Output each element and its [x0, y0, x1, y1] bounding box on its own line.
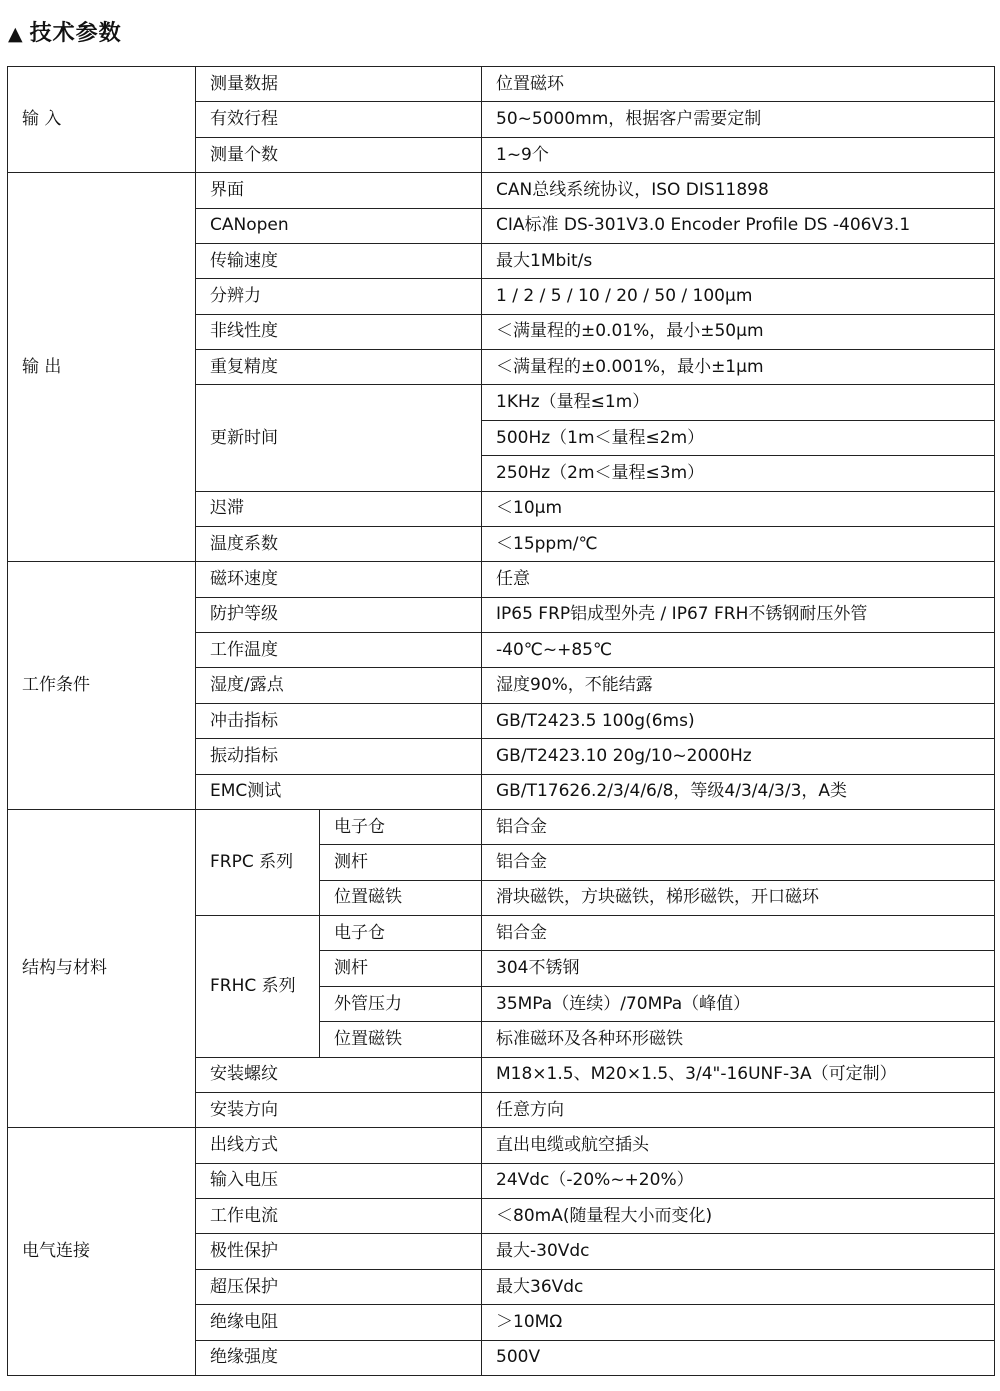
- category-cell: 结构与材料: [8, 809, 196, 1127]
- value-cell: CAN总线系统协议，ISO DIS11898: [482, 173, 995, 208]
- part-cell: 位置磁铁: [320, 1022, 482, 1057]
- value-cell: 铝合金: [482, 809, 995, 844]
- value-cell: 最大36Vdc: [482, 1269, 995, 1304]
- param-cell: 绝缘电阻: [196, 1305, 482, 1340]
- param-cell: 迟滞: [196, 491, 482, 526]
- value-cell: 250Hz（2m＜量程≤3m）: [482, 456, 995, 491]
- param-cell: 防护等级: [196, 597, 482, 632]
- value-cell: 35MPa（连续）/70MPa（峰值）: [482, 986, 995, 1021]
- value-cell: 50~5000mm，根据客户需要定制: [482, 102, 995, 137]
- value-cell: 湿度90%，不能结露: [482, 668, 995, 703]
- value-cell: GB/T17626.2/3/4/6/8，等级4/3/4/3/3，A类: [482, 774, 995, 809]
- param-cell: 超压保护: [196, 1269, 482, 1304]
- param-cell: 绝缘强度: [196, 1340, 482, 1375]
- param-cell: 更新时间: [196, 385, 482, 491]
- value-cell: 直出电缆或航空插头: [482, 1128, 995, 1163]
- value-cell: M18×1.5、M20×1.5、3/4"-16UNF-3A（可定制）: [482, 1057, 995, 1092]
- param-cell: 测量数据: [196, 67, 482, 102]
- part-cell: 电子仓: [320, 916, 482, 951]
- series-cell: FRPC 系列: [196, 809, 320, 915]
- param-cell: 传输速度: [196, 243, 482, 278]
- param-cell: 冲击指标: [196, 703, 482, 738]
- value-cell: ＜满量程的±0.01%，最小±50μm: [482, 314, 995, 349]
- param-cell: 安装螺纹: [196, 1057, 482, 1092]
- param-cell: 温度系数: [196, 526, 482, 561]
- value-cell: CIA标准 DS-301V3.0 Encoder Profile DS -406V3.1: [482, 208, 995, 243]
- param-cell: 安装方向: [196, 1092, 482, 1127]
- triangle-up-icon: ▲: [8, 23, 24, 45]
- part-cell: 位置磁铁: [320, 880, 482, 915]
- param-cell: 极性保护: [196, 1234, 482, 1269]
- value-cell: ＞10MΩ: [482, 1305, 995, 1340]
- value-cell: GB/T2423.10 20g/10~2000Hz: [482, 739, 995, 774]
- value-cell: 铝合金: [482, 845, 995, 880]
- param-cell: 工作电流: [196, 1199, 482, 1234]
- category-cell: 电气连接: [8, 1128, 196, 1376]
- table-row: [8, 1128, 995, 1163]
- param-cell: 重复精度: [196, 350, 482, 385]
- section-title-text: 技术参数: [29, 21, 122, 46]
- param-cell: 湿度/露点: [196, 668, 482, 703]
- value-cell: GB/T2423.5 100g(6ms): [482, 703, 995, 738]
- value-cell: 1KHz（量程≤1m）: [482, 385, 995, 420]
- param-cell: EMC测试: [196, 774, 482, 809]
- table-row: [8, 173, 995, 208]
- value-cell: 任意: [482, 562, 995, 597]
- table-row: [8, 67, 995, 102]
- part-cell: 测杆: [320, 845, 482, 880]
- value-cell: ＜80mA(随量程大小而变化): [482, 1199, 995, 1234]
- value-cell: -40℃~+85℃: [482, 633, 995, 668]
- value-cell: 500Hz（1m＜量程≤2m）: [482, 420, 995, 455]
- param-cell: 非线性度: [196, 314, 482, 349]
- value-cell: 1 / 2 / 5 / 10 / 20 / 50 / 100μm: [482, 279, 995, 314]
- value-cell: 滑块磁铁，方块磁铁，梯形磁铁，开口磁环: [482, 880, 995, 915]
- value-cell: 500V: [482, 1340, 995, 1375]
- value-cell: 任意方向: [482, 1092, 995, 1127]
- table-row: [8, 809, 995, 844]
- value-cell: ＜15ppm/℃: [482, 526, 995, 561]
- param-cell: 输入电压: [196, 1163, 482, 1198]
- category-cell: 输 出: [8, 173, 196, 562]
- param-cell: 分辨力: [196, 279, 482, 314]
- value-cell: 最大1Mbit/s: [482, 243, 995, 278]
- value-cell: ＜10μm: [482, 491, 995, 526]
- spec-table: [7, 66, 995, 1376]
- section-title: [8, 16, 122, 47]
- category-cell: 输 入: [8, 67, 196, 173]
- param-cell: 振动指标: [196, 739, 482, 774]
- value-cell: 1~9个: [482, 137, 995, 172]
- value-cell: 304不锈钢: [482, 951, 995, 986]
- param-cell: CANopen: [196, 208, 482, 243]
- value-cell: 最大-30Vdc: [482, 1234, 995, 1269]
- part-cell: 外管压力: [320, 986, 482, 1021]
- value-cell: IP65 FRP铝成型外壳 / IP67 FRH不锈钢耐压外管: [482, 597, 995, 632]
- table-row: [8, 562, 995, 597]
- param-cell: 磁环速度: [196, 562, 482, 597]
- part-cell: 电子仓: [320, 809, 482, 844]
- category-cell: 工作条件: [8, 562, 196, 810]
- param-cell: 工作温度: [196, 633, 482, 668]
- value-cell: ＜满量程的±0.001%，最小±1μm: [482, 350, 995, 385]
- value-cell: 标准磁环及各种环形磁铁: [482, 1022, 995, 1057]
- param-cell: 界面: [196, 173, 482, 208]
- series-cell: FRHC 系列: [196, 916, 320, 1058]
- value-cell: 铝合金: [482, 916, 995, 951]
- param-cell: 出线方式: [196, 1128, 482, 1163]
- param-cell: 有效行程: [196, 102, 482, 137]
- value-cell: 24Vdc（-20%~+20%）: [482, 1163, 995, 1198]
- value-cell: 位置磁环: [482, 67, 995, 102]
- param-cell: 测量个数: [196, 137, 482, 172]
- part-cell: 测杆: [320, 951, 482, 986]
